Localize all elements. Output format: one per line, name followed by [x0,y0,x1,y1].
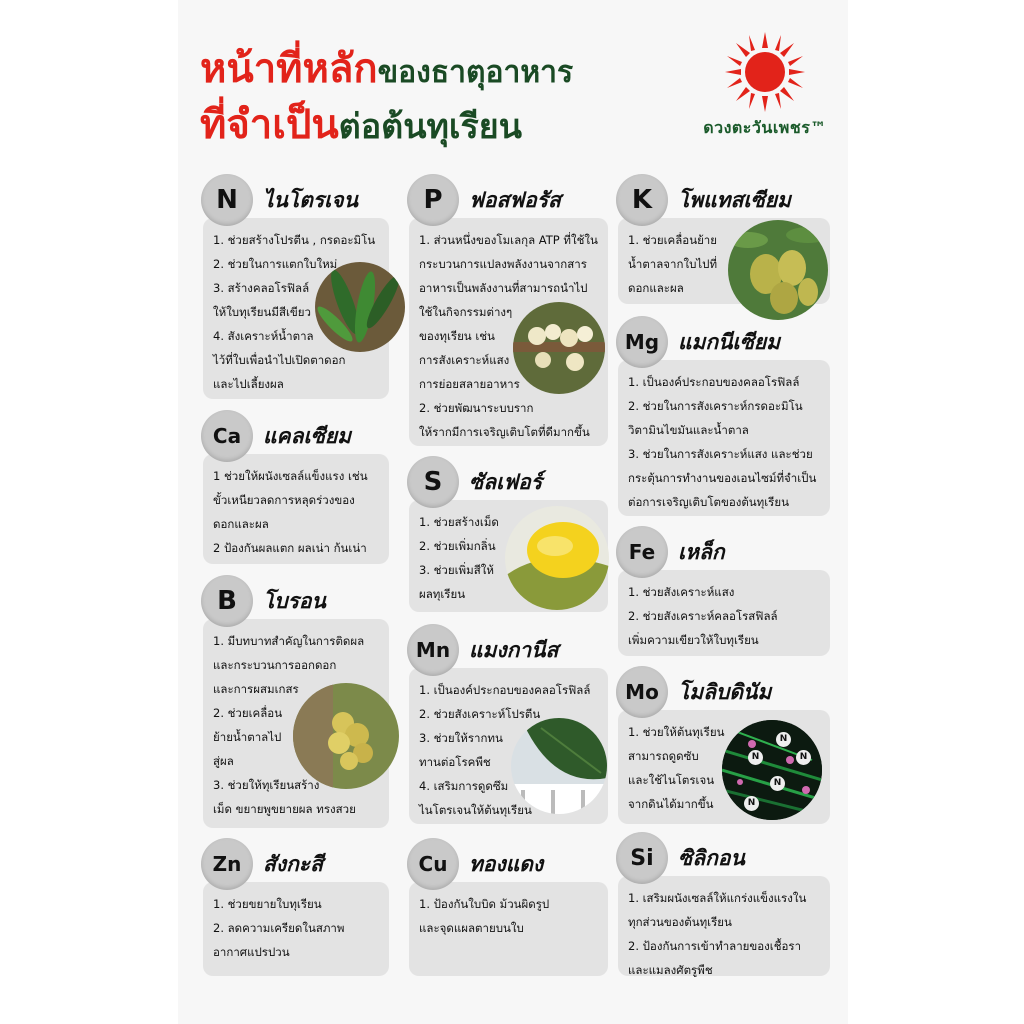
card-line: 1. เสริมผนังเซลล์ให้แกร่งแข็งแรงใน [628,891,807,905]
element-name: สังกะสี [263,852,323,876]
nutrient-card-s-body [409,500,608,612]
card-line: 3. ช่วยให้ทุเรียนสร้าง [213,778,320,792]
element-name: โบรอน [263,589,326,613]
title-line-2-green: ต่อต้นทุเรียน [338,107,522,147]
element-badge: Zn [201,838,253,890]
card-line: 1. เป็นองค์ประกอบของคลอโรฟิลล์ [419,683,591,697]
card-line: 2. ช่วยในการสังเคราะห์กรดอะมิโน [628,399,803,413]
nitrogen-icon: N [770,776,785,791]
nutrient-card-ca-body [203,454,389,564]
nitrogen-icon: N [748,750,763,765]
card-line: ไว้ที่ใบเพื่อนำไปเปิดตาดอก [213,353,346,367]
nutrient-card-zn-body [203,882,389,976]
card-line: กระบวนการแปลงพลังงานจากสาร [419,257,587,271]
element-badge: Si [616,832,668,884]
card-line: และแมลงศัตรูพืช [628,963,713,977]
card-line: เม็ด ขยายพูขยายผล ทรงสวย [213,802,356,816]
title-line-2 [200,92,522,156]
element-name: ไนโตรเจน [263,188,358,212]
card-line: สู่ผล [213,754,234,768]
nutrient-card-fe [618,526,830,656]
card-line: 1 ช่วยให้ผนังเซลล์แข็งแรง เช่น [213,469,368,483]
card-line: จากดินได้มากขึ้น [628,797,714,811]
element-name: ทองแดง [469,852,544,876]
card-line: 1. ช่วยสังเคราะห์แสง [628,585,735,599]
element-badge: K [616,174,668,226]
card-line: 1. ช่วยให้ต้นทุเรียน [628,725,725,739]
card-line: น้ำตาลจากใบไปที่ [628,257,718,271]
card-line: 1. ช่วยสร้างเม็ด [419,515,499,529]
card-line: และกระบวนการออกดอก [213,658,337,672]
nutrient-card-k [618,174,830,304]
card-line: 1. เป็นองค์ประกอบของคลอโรฟิลล์ [628,375,800,389]
element-name: เหล็ก [678,540,725,564]
card-line: กระตุ้นการทำงานของเอนไซม์ที่จำเป็น [628,471,817,485]
nutrient-card-k-body [618,218,830,304]
title-line-1 [200,36,573,100]
card-line: 1. ส่วนหนึ่งของโมเลกุล ATP ที่ใช้ใน [419,233,598,247]
nutrient-card-zn [203,838,389,976]
element-badge: Mn [407,624,459,676]
nitrogen-icon: N [776,732,791,747]
element-name: ฟอสฟอรัส [469,188,561,212]
nutrient-card-mo [618,666,830,824]
card-line: ทานต่อโรคพืช [419,755,491,769]
card-line: 2. ช่วยในการแตกใบใหม่ [213,257,338,271]
card-line: 2. ช่วยเคลื่อน [213,706,283,720]
card-line: ทุกส่วนของต้นทุเรียน [628,915,732,929]
nutrient-card-fe-body [618,570,830,656]
nutrient-card-cu [409,838,608,976]
card-line: 4. เสริมการดูดซึม [419,779,509,793]
element-badge: Mg [616,316,668,368]
nutrient-card-b [203,575,389,828]
nitrogen-icon: N [796,750,811,765]
nitrogen-icon: N [744,796,759,811]
card-line: 4. สังเคราะห์น้ำตาล [213,329,314,343]
card-line: ย้ายน้ำตาลไป [213,730,282,744]
card-line: 1. ป้องกันใบบิด ม้วนผิดรูป [419,897,550,911]
card-line: 3. ช่วยในการสังเคราะห์แสง และช่วย [628,447,813,461]
card-line: การสังเคราะห์แสง [419,353,510,367]
element-name: แคลเซียม [263,424,352,448]
card-line: 2 ป้องกันผลแตก ผลเน่า ก้นเน่า [213,541,367,555]
nutrient-card-p [409,174,608,446]
card-line: 1. มีบทบาทสำคัญในการติดผล [213,634,365,648]
card-line: สามารถดูดซับ [628,749,699,763]
card-line: 2. ช่วยเพิ่มกลิ่น [419,539,496,553]
card-line: ดอกและผล [628,281,684,295]
card-line: 2. ช่วยสังเคราะห์โปรตีน [419,707,541,721]
card-line: 1. ช่วยสร้างโปรตีน , กรดอะมิโน [213,233,376,247]
card-line: ไนโตรเจนให้ต้นทุเรียน [419,803,532,817]
card-line: วิตามินไขมันและน้ำตาล [628,423,749,437]
card-line: 3. ช่วยให้รากทน [419,731,503,745]
element-badge: Fe [616,526,668,578]
title-line-1-red: หน้าที่หลัก [200,46,378,92]
card-line: ดอกและผล [213,517,269,531]
nutrient-card-ca [203,410,389,564]
nutrient-card-mn-body [409,668,608,824]
card-line: และการผสมเกสร [213,682,299,696]
element-name: ซัลเฟอร์ [469,470,543,494]
card-line: ผลทุเรียน [419,587,466,601]
element-badge: Ca [201,410,253,462]
sun-icon [722,30,808,114]
nutrient-card-si [618,832,830,976]
card-line: 1. ช่วยเคลื่อนย้าย [628,233,718,247]
title-line-2-red: ที่จำเป็น [200,102,339,148]
card-line: เพิ่มความเขียวให้ใบทุเรียน [628,633,759,647]
nutrient-card-mg [618,316,830,516]
card-line: ให้ใบทุเรียนมีสีเขียว [213,305,311,319]
element-badge: Mo [616,666,668,718]
card-line: 2. ลดความเครียดในสภาพ [213,921,345,935]
element-badge: S [407,456,459,508]
brand-logo [690,30,840,140]
nutrient-card-mg-body [618,360,830,516]
card-line: ใช้ในกิจกรรมต่างๆ [419,305,513,319]
card-line: 2. ช่วยพัฒนาระบบราก [419,401,534,415]
nutrient-card-b-body [203,619,389,828]
nutrient-card-si-body [618,876,830,976]
brand-name: ดวงตะวันเพชร™ [703,118,827,137]
nutrient-card-mo-body [618,710,830,824]
card-line: อากาศแปรปวน [213,945,290,959]
element-name: ซิลิกอน [678,846,745,870]
element-badge: P [407,174,459,226]
card-line: 2. ป้องกันการเข้าทำลายของเชื้อรา [628,939,802,953]
card-line: ขั้วเหนียวลดการหลุดร่วงของ [213,493,355,507]
element-badge: Cu [407,838,459,890]
element-badge: N [201,174,253,226]
card-line: ของทุเรียน เช่น [419,329,495,343]
card-line: และจุดแผลตายบนใบ [419,921,524,935]
nutrient-card-n-body [203,218,389,399]
card-line: 3. สร้างคลอโรฟิลล์ [213,281,310,295]
card-line: 3. ช่วยเพิ่มสีให้ [419,563,494,577]
nutrient-card-n [203,174,389,399]
card-line: ต่อการเจริญเติบโตของต้นทุเรียน [628,495,789,509]
card-line: ให้รากมีการเจริญเติบโตที่ดีมากขึ้น [419,425,590,439]
card-line: การย่อยสลายอาหาร [419,377,520,391]
element-badge: B [201,575,253,627]
element-name: โพแทสเซียม [678,188,791,212]
nutrient-card-p-body [409,218,608,446]
nutrient-card-cu-body [409,882,608,976]
card-line: และใช้ไนโตรเจน [628,773,715,787]
card-line: อาหารเป็นพลังงานที่สามารถนำไป [419,281,588,295]
element-name: แมกนีเซียม [678,330,781,354]
nutrient-card-mn [409,624,608,824]
nutrient-card-s [409,456,608,612]
title-line-1-green: ของธาตุอาหาร [377,55,574,90]
card-line: 1. ช่วยขยายใบทุเรียน [213,897,322,911]
card-line: และไปเลี้ยงผล [213,377,284,391]
element-name: แมงกานีส [469,638,559,662]
card-line: 2. ช่วยสังเคราะห์คลอโรสฟิลล์ [628,609,778,623]
element-name: โมลิบดินัม [678,680,772,704]
